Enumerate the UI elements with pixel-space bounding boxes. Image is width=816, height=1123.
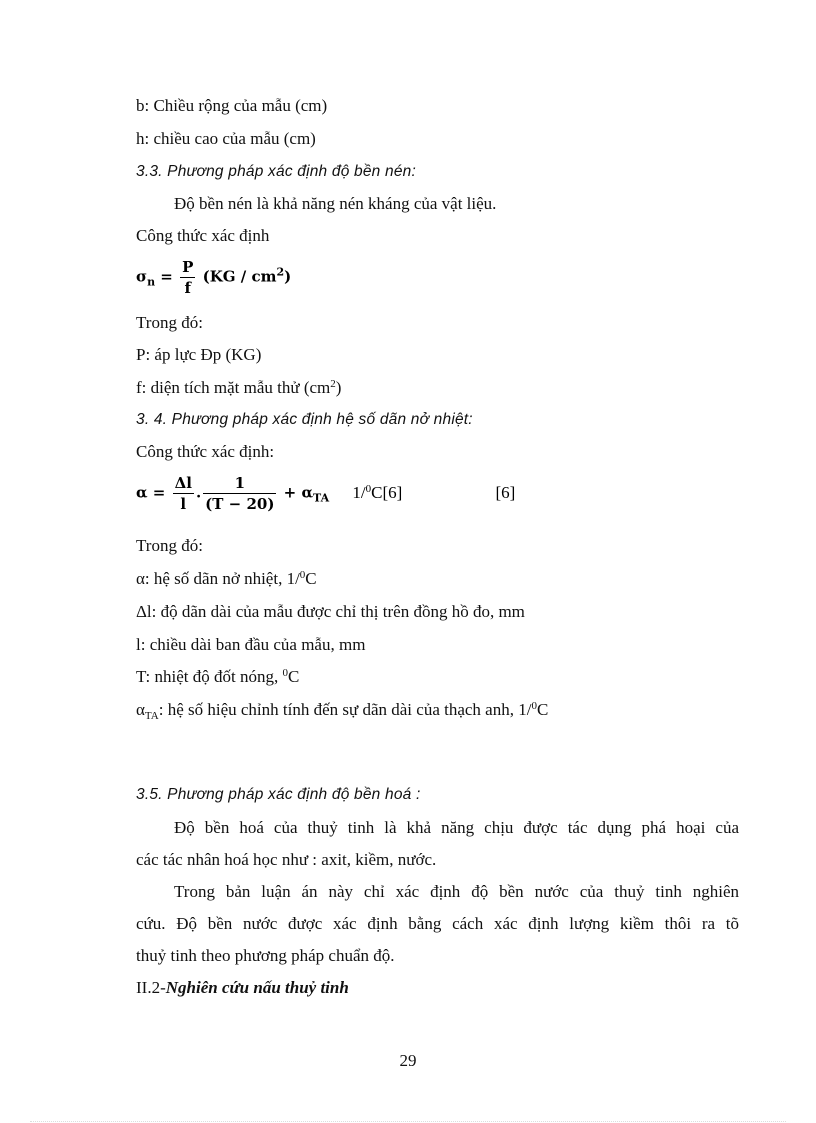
text-l-definition: l: chiều dài ban đầu của mẫu, mm [136, 635, 366, 654]
text-alpha-definition [136, 569, 317, 589]
formula2-unit-post: C[6] [371, 482, 403, 502]
alpha-def-exp: 0 [299, 569, 306, 581]
alphaTA-def-exp: 0 [531, 700, 537, 712]
text-chem-paragraph-2-line-2: cứu. Độ bền nước được xác định bằng cách xác định lượng kiềm thôi ra tõ [136, 914, 739, 933]
alphaTA-sym: α [136, 700, 145, 719]
heading-thermal-expansion: 3. 4. Phương pháp xác định hệ số dãn nở nhiệt: [136, 411, 473, 428]
formula1-lhs-sub: n [147, 275, 156, 289]
T-def-post: C [287, 667, 300, 686]
formula1-numerator: P [182, 258, 194, 276]
text-formula-intro: Công thức xác định [136, 226, 270, 245]
text-f-definition [136, 378, 341, 398]
text-where-1: Trong đó: [136, 313, 203, 332]
f-def-text: f: diện tích mặt mẫu thử (cm [136, 378, 331, 397]
section-title: Nghiên cứu nấu thuỷ tinh [165, 978, 349, 997]
formula2-plus: + [283, 483, 297, 502]
alpha-def-pre: α: hệ số dãn nở nhiệt, 1/ [136, 569, 300, 588]
section-heading-II-2 [136, 978, 349, 998]
formula2-unit [352, 483, 402, 502]
formula2-fraction-2 [203, 474, 276, 513]
f-def-exp: 2 [330, 378, 336, 390]
formula-compressive-strength [136, 258, 291, 297]
text-formula-intro-2: Công thức xác định: [136, 442, 275, 461]
bottom-divider [30, 1121, 786, 1122]
text-T-definition [136, 667, 299, 687]
formula2-frac2-num: 1 [234, 474, 246, 492]
formula1-fraction [180, 258, 195, 297]
text-where-2: Trong đó: [136, 536, 203, 555]
T-def-exp: 0 [282, 667, 288, 679]
formula1-lhs: σ [136, 267, 148, 286]
formula1-unit-exp: 2 [276, 265, 285, 279]
formula1-unit-close: ) [284, 267, 292, 286]
f-def-close: ) [335, 378, 342, 397]
text-P-definition: P: áp lực Đp (KG) [136, 345, 262, 364]
formula1-eq: = [160, 267, 173, 286]
text-b-definition: b: Chiều rộng của mẫu (cm) [136, 96, 328, 115]
formula2-reference: [6] [495, 482, 516, 502]
text-chem-paragraph-2-line-3: thuỷ tinh theo phương pháp chuẩn độ. [136, 946, 395, 965]
text-chem-paragraph-1-line-2: các tác nhân hoá học như : axit, kiềm, nước. [136, 850, 437, 869]
heading-compressive-strength: 3.3. Phương pháp xác định độ bền nén: [136, 163, 416, 180]
formula2-dot: . [195, 483, 202, 502]
text-h-definition: h: chiều cao của mẫu (cm) [136, 129, 316, 148]
text-alphaTA-definition [136, 700, 548, 720]
formula2-fraction-1 [173, 474, 194, 513]
formula2-lhs: α [136, 483, 148, 502]
formula2-term-sub: TA [313, 491, 330, 505]
alphaTA-sub: TA [144, 710, 159, 722]
alphaTA-def-pre: : hệ số hiệu chỉnh tính đến sự dãn dài của thạch anh, 1/ [158, 700, 532, 719]
alpha-def-post: C [305, 569, 317, 588]
text-chem-paragraph-2-line-1: Trong bản luận án này chỉ xác định độ bền nước của thuỷ tinh nghiên [174, 882, 739, 901]
heading-chemical-resistance: 3.5. Phương pháp xác định độ bền hoá : [136, 786, 421, 803]
formula2-eq: = [152, 483, 166, 502]
formula-thermal-expansion [136, 474, 515, 513]
text-chem-paragraph-1-line-1: Độ bền hoá của thuỷ tinh là khả năng chịu được tác dụng phá hoại của [174, 818, 739, 837]
formula2-frac1-num: Δl [174, 474, 192, 492]
page-number: 29 [399, 1051, 417, 1070]
formula2-unit-exp: 0 [365, 482, 372, 495]
text-delta-l-definition: Δl: độ dãn dài của mẫu được chỉ thị trên đồng hồ đo, mm [136, 602, 525, 621]
formula2-term: α [301, 483, 314, 502]
section-prefix: II.2- [136, 978, 166, 997]
formula1-unit-open: (KG / cm [202, 267, 277, 286]
formula2-frac1-den: l [173, 493, 194, 513]
text-compressive-description: Độ bền nén là khả năng nén kháng của vật liệu. [174, 194, 497, 213]
T-def-pre: T: nhiệt độ đốt nóng, [136, 667, 283, 686]
formula2-unit-pre: 1/ [352, 482, 366, 502]
formula1-denominator: f [180, 277, 195, 297]
formula2-frac2-den: (T − 20) [205, 495, 275, 513]
alphaTA-def-post: C [536, 700, 549, 719]
